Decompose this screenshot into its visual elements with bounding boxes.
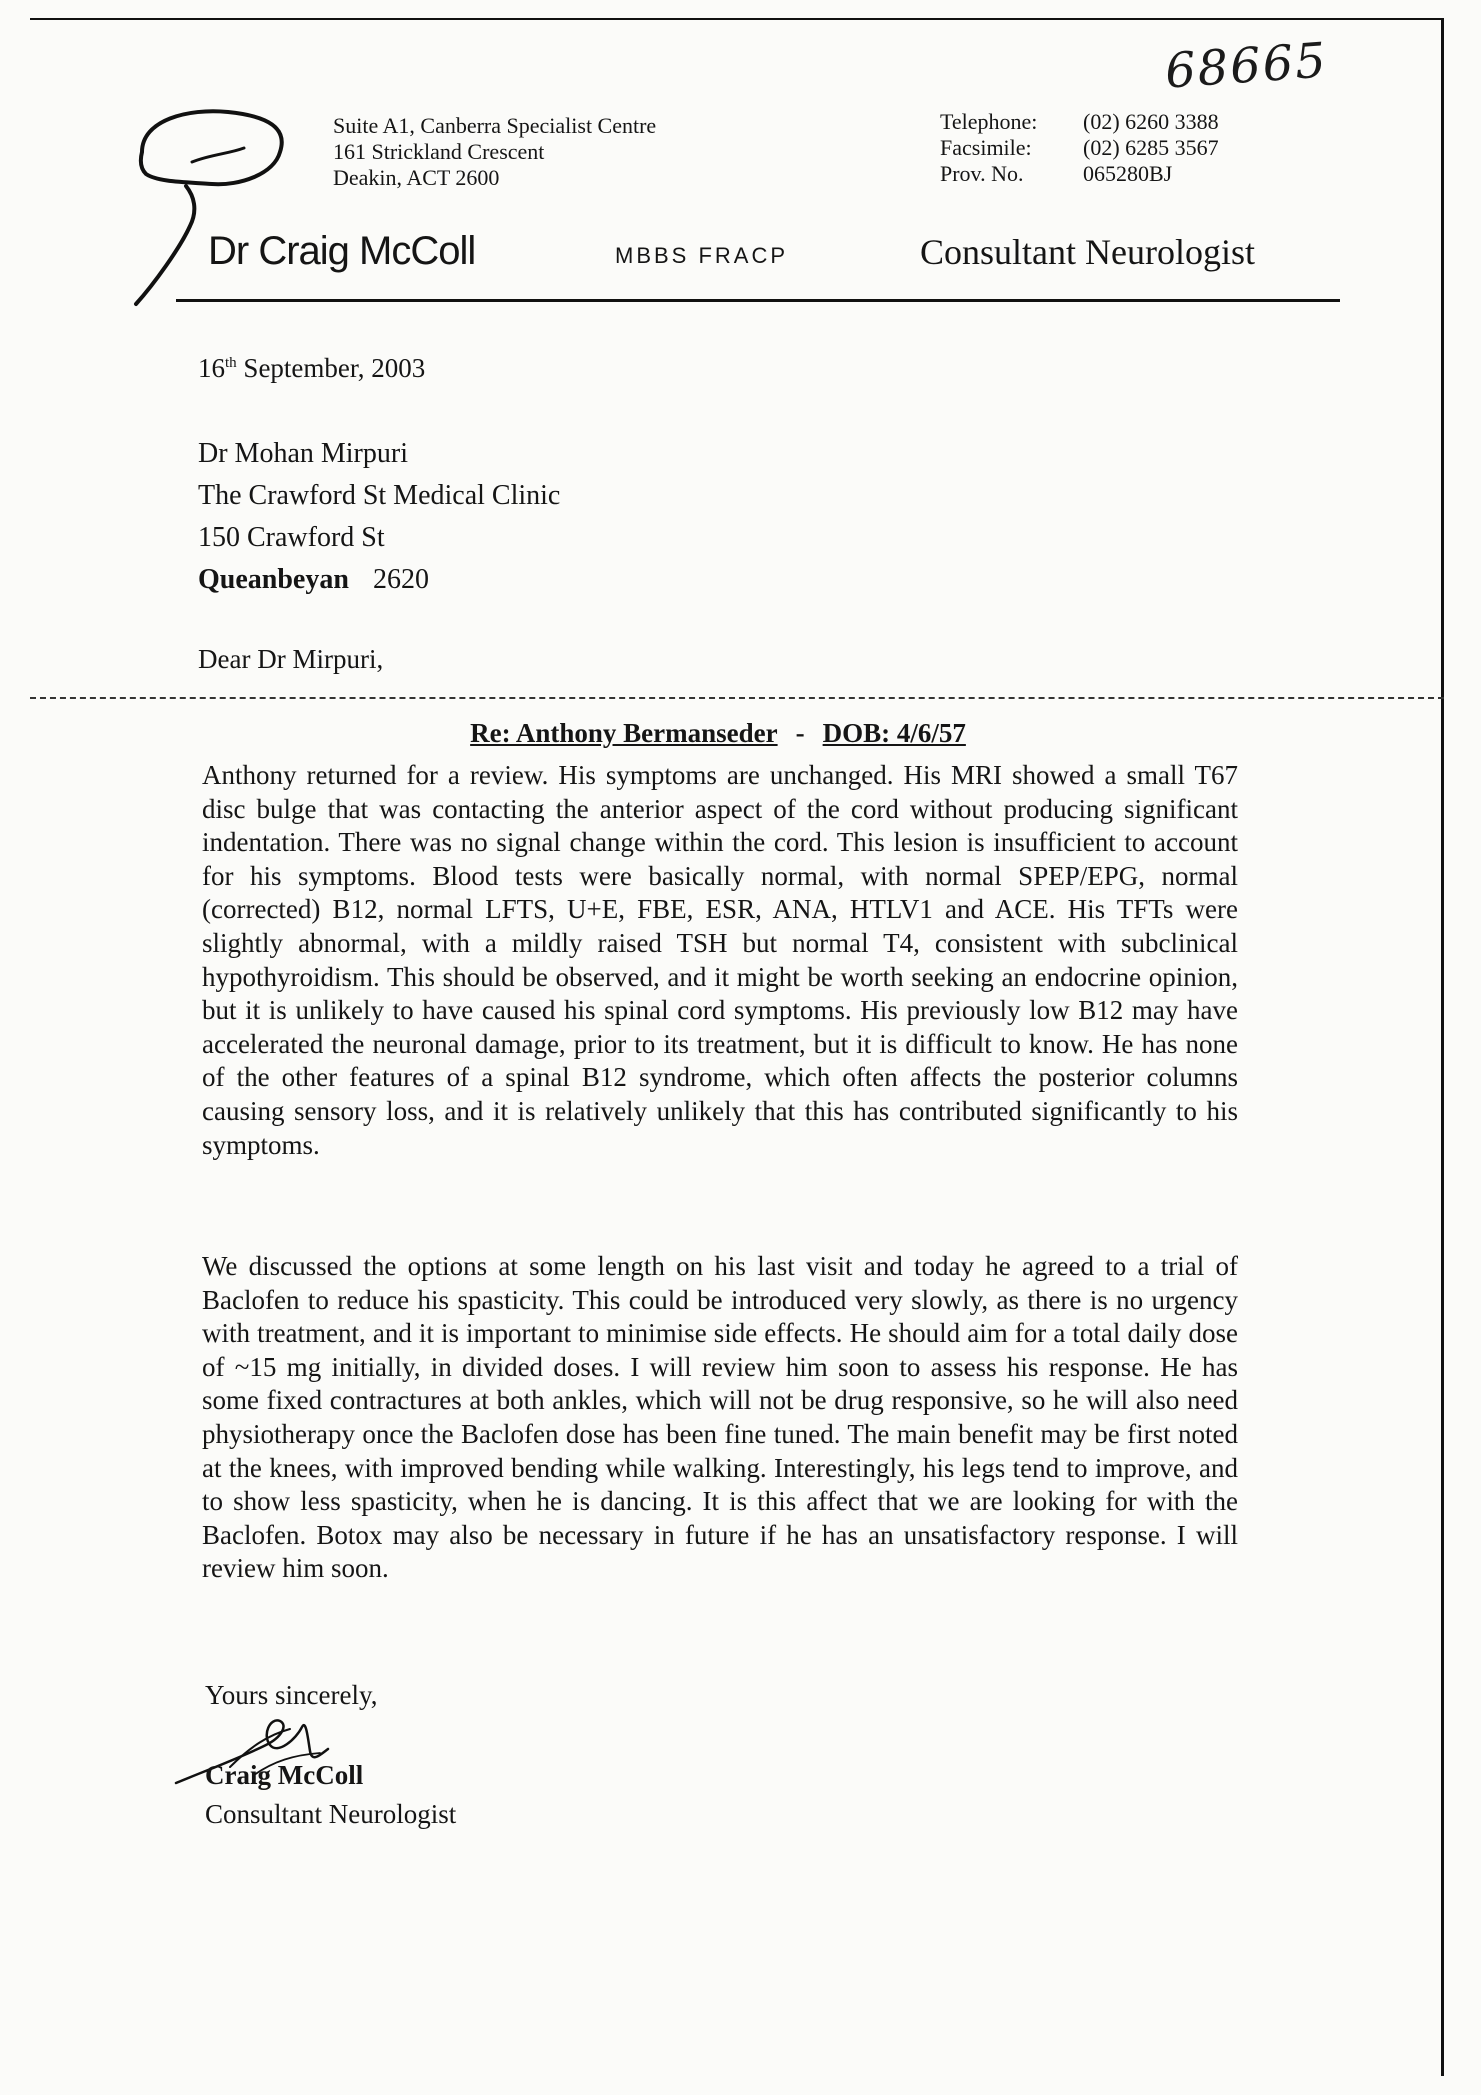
contact-label: Telephone: [940,109,1038,134]
scan-artifact-line [30,697,1444,699]
doctor-specialty: Consultant Neurologist [920,232,1255,272]
provider-number-row [940,161,1219,187]
doctor-name: Dr Craig McColl [208,229,476,273]
subject-dob: DOB: 4/6/57 [822,718,966,748]
address-line: Deakin, ACT 2600 [333,165,500,190]
subject-line [198,718,1238,749]
recipient-address [198,433,560,601]
header-divider [176,299,1340,302]
date-rest: September, 2003 [236,353,426,383]
facsimile-row [940,135,1219,161]
letterhead-logo [128,100,308,310]
practice-address [333,113,656,191]
subject-patient: Re: Anthony Bermanseder [470,718,778,748]
signer-name: Craig McColl [205,1760,364,1790]
handwritten-reference-number: 68665 [1163,32,1330,100]
recipient-postcode: 2620 [372,564,429,595]
telephone-number: (02) 6260 3388 [1083,109,1219,134]
address-line: 161 Strickland Crescent [333,139,545,164]
facsimile-number: (02) 6285 3567 [1083,135,1219,160]
letter-date [198,353,425,384]
recipient-town: Queanbeyan [198,564,349,595]
salutation: Dear Dr Mirpuri, [198,644,384,674]
body-paragraph: Anthony returned for a review. His symptoms are unchanged. His MRI showed a small T67 disc bulge that was contacting the anterior aspect of the cord without producing significant indentation. There was no signal change within the cord. This lesion is insufficient to account for his symptoms. Blood tests were basically normal, with normal SPEP/EPG, normal (corrected) B12, normal LFTS, U+E, FBE, ESR, ANA, HTLV1 and ACE. His TFTs were slightly abnormal, with a mildly raised TSH but normal T4, consistent with subclinical hypothyroidism. This should be observed, and it might be worth seeking an endocrine opinion, but it is unlikely to have caused his spinal cord symptoms. His previously low B12 may have accelerated the neuronal damage, prior to its treatment, but it is difficult to know. He has none of the other features of a spinal B12 syndrome, which often affects the posterior columns causing sensory loss, and it is relatively unlikely that this has contributed significantly to his symptoms. [202,760,1238,1160]
contact-label: Prov. No. [940,161,1024,186]
recipient-town-line [198,559,560,601]
recipient-street: 150 Crawford St [198,522,385,553]
doctor-qualifications: MBBS FRACP [615,243,789,268]
contact-details [940,109,1219,187]
body-paragraph: We discussed the options at some length on his last visit and today he agreed to a trial of Baclofen to reduce his spasticity. This could be introduced very slowly, as there is no urgency with treatment, and it is important to minimise side effects. He should aim for a total daily dose of ~15 mg initially, in divided doses. I will review him soon to assess his response. He has some fixed contractures at both ankles, which will not be drug responsive, so he will also need physiotherapy once the Baclofen dose has been fine tuned. The main benefit may be first noted at the knees, with improved bending while walking. Interestingly, his legs tend to improve, and to show less spasticity, when he is dancing. It is this affect that we are looking for with the Baclofen. Botox may also be necessary in future if he has an unsatisfactory response. I will review him soon. [202,1251,1238,1584]
address-line: Suite A1, Canberra Specialist Centre [333,113,657,138]
signer-title: Consultant Neurologist [205,1799,457,1829]
provider-number: 065280BJ [1083,161,1173,186]
subject-separator: - [795,718,805,748]
contact-label: Facsimile: [940,135,1032,160]
recipient-practice: The Crawford St Medical Clinic [198,480,561,511]
date-day: 16 [198,353,225,383]
telephone-row [940,109,1219,135]
date-suffix: th [225,355,237,371]
closing: Yours sincerely, [205,1680,378,1710]
recipient-name: Dr Mohan Mirpuri [198,438,408,469]
